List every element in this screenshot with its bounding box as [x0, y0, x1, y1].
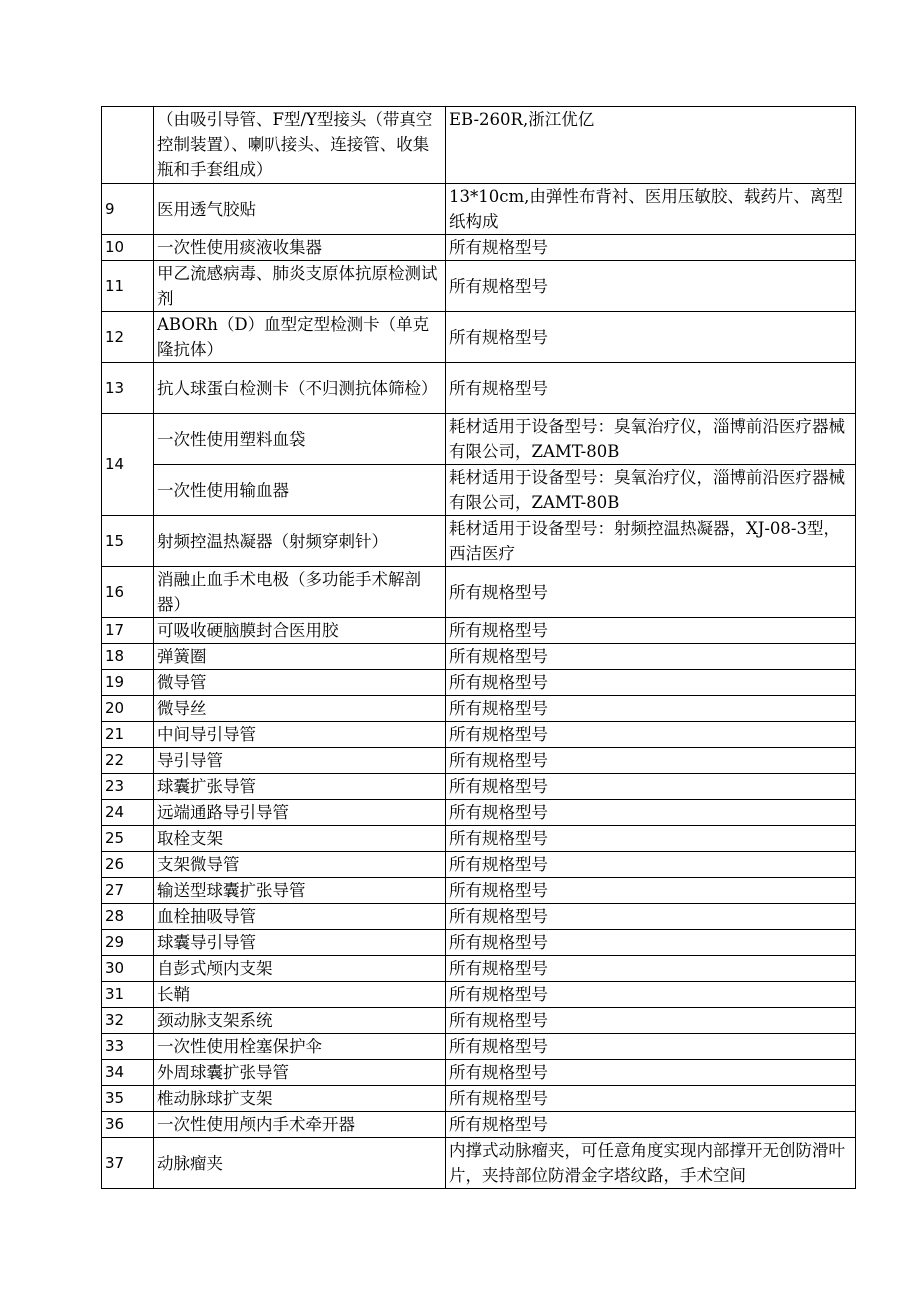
- product-name-cell: 一次性使用塑料血袋: [154, 414, 446, 465]
- table-row: [102, 516, 856, 567]
- specification-cell: 所有规格型号: [446, 878, 856, 904]
- table-row: [102, 618, 856, 644]
- table-row: [102, 774, 856, 800]
- product-name-cell: 取栓支架: [154, 826, 446, 852]
- specification-cell: 所有规格型号: [446, 1086, 856, 1112]
- specification-cell: 所有规格型号: [446, 748, 856, 774]
- specification-cell: 所有规格型号: [446, 670, 856, 696]
- specification-cell: 所有规格型号: [446, 696, 856, 722]
- row-number-cell: 25: [102, 826, 154, 852]
- table-row: [102, 363, 856, 414]
- row-number-cell: 17: [102, 618, 154, 644]
- specification-cell: 内撑式动脉瘤夹，可任意角度实现内部撑开无创防滑叶片，夹持部位防滑金字塔纹路，手术空间: [446, 1138, 856, 1189]
- product-name-cell: 导引导管: [154, 748, 446, 774]
- row-number-cell: 28: [102, 904, 154, 930]
- specification-cell: 耗材适用于设备型号：臭氧治疗仪，淄博前沿医疗器械有限公司，ZAMT-80B: [446, 414, 856, 465]
- specification-cell: 所有规格型号: [446, 826, 856, 852]
- table-row: [102, 1034, 856, 1060]
- table-row: [102, 1008, 856, 1034]
- row-number-cell: 36: [102, 1112, 154, 1138]
- table-row: [102, 982, 856, 1008]
- row-number-cell: 14: [102, 414, 154, 516]
- product-name-cell: （由吸引导管、F型/Y型接头（带真空控制装置）、喇叭接头、连接管、收集瓶和手套组成）: [154, 107, 446, 184]
- specification-cell: 所有规格型号: [446, 852, 856, 878]
- product-name-cell: 球囊导引导管: [154, 930, 446, 956]
- row-number-cell: 32: [102, 1008, 154, 1034]
- product-name-cell: 微导管: [154, 670, 446, 696]
- row-number-cell: 22: [102, 748, 154, 774]
- specification-cell: 耗材适用于设备型号：臭氧治疗仪，淄博前沿医疗器械有限公司，ZAMT-80B: [446, 465, 856, 516]
- product-name-cell: 甲乙流感病毒、肺炎支原体抗原检测试剂: [154, 261, 446, 312]
- specification-cell: 所有规格型号: [446, 930, 856, 956]
- row-number-cell: 11: [102, 261, 154, 312]
- table-row: [102, 414, 856, 465]
- product-name-cell: ABORh（D）血型定型检测卡（单克隆抗体）: [154, 312, 446, 363]
- product-name-cell: 自彭式颅内支架: [154, 956, 446, 982]
- product-name-cell: 射频控温热凝器（射频穿刺针）: [154, 516, 446, 567]
- specification-cell: 所有规格型号: [446, 722, 856, 748]
- row-number-cell: 16: [102, 567, 154, 618]
- table-row: [102, 184, 856, 235]
- product-name-cell: 医用透气胶贴: [154, 184, 446, 235]
- row-number-cell: 10: [102, 235, 154, 261]
- product-name-cell: 血栓抽吸导管: [154, 904, 446, 930]
- row-number-cell: 19: [102, 670, 154, 696]
- specification-cell: 13*10cm,由弹性布背衬、医用压敏胶、载药片、离型纸构成: [446, 184, 856, 235]
- product-name-cell: 消融止血手术电极（多功能手术解剖器）: [154, 567, 446, 618]
- row-number-cell: 24: [102, 800, 154, 826]
- table-row: [102, 826, 856, 852]
- product-name-cell: 微导丝: [154, 696, 446, 722]
- table-row: [102, 956, 856, 982]
- specification-cell: 所有规格型号: [446, 363, 856, 414]
- table-row: [102, 722, 856, 748]
- product-name-cell: 中间导引导管: [154, 722, 446, 748]
- specification-cell: 所有规格型号: [446, 1112, 856, 1138]
- specification-cell: 所有规格型号: [446, 567, 856, 618]
- product-name-cell: 椎动脉球扩支架: [154, 1086, 446, 1112]
- table-row: [102, 800, 856, 826]
- row-number-cell: 35: [102, 1086, 154, 1112]
- specification-cell: 所有规格型号: [446, 800, 856, 826]
- specification-cell: 所有规格型号: [446, 982, 856, 1008]
- product-name-cell: 一次性使用栓塞保护伞: [154, 1034, 446, 1060]
- row-number-cell: 21: [102, 722, 154, 748]
- row-number-cell: 34: [102, 1060, 154, 1086]
- specification-cell: 所有规格型号: [446, 312, 856, 363]
- product-name-cell: 颈动脉支架系统: [154, 1008, 446, 1034]
- product-name-cell: 可吸收硬脑膜封合医用胶: [154, 618, 446, 644]
- table-row: [102, 107, 856, 184]
- product-name-cell: 球囊扩张导管: [154, 774, 446, 800]
- row-number-cell: 27: [102, 878, 154, 904]
- product-name-cell: 抗人球蛋白检测卡（不归测抗体筛检）: [154, 363, 446, 414]
- specification-cell: 所有规格型号: [446, 1008, 856, 1034]
- product-name-cell: 长鞘: [154, 982, 446, 1008]
- row-number-cell: 37: [102, 1138, 154, 1189]
- specification-cell: 耗材适用于设备型号：射频控温热凝器，XJ-08-3型，西洁医疗: [446, 516, 856, 567]
- row-number-cell: 15: [102, 516, 154, 567]
- table-row: [102, 1086, 856, 1112]
- product-name-cell: 输送型球囊扩张导管: [154, 878, 446, 904]
- product-name-cell: 支架微导管: [154, 852, 446, 878]
- row-number-cell: 29: [102, 930, 154, 956]
- row-number-cell: 23: [102, 774, 154, 800]
- specification-cell: 所有规格型号: [446, 261, 856, 312]
- table-row: [102, 567, 856, 618]
- product-name-cell: 远端通路导引导管: [154, 800, 446, 826]
- product-name-cell: 动脉瘤夹: [154, 1138, 446, 1189]
- product-name-cell: 外周球囊扩张导管: [154, 1060, 446, 1086]
- product-name-cell: 一次性使用输血器: [154, 465, 446, 516]
- specification-cell: 所有规格型号: [446, 235, 856, 261]
- table-row: [102, 696, 856, 722]
- row-number-cell: [102, 107, 154, 184]
- table-row: [102, 878, 856, 904]
- table-row: [102, 235, 856, 261]
- table-row: [102, 852, 856, 878]
- row-number-cell: 13: [102, 363, 154, 414]
- table-row: [102, 1060, 856, 1086]
- specification-cell: EB-260R,浙江优亿: [446, 107, 856, 184]
- specification-cell: 所有规格型号: [446, 618, 856, 644]
- table-row: [102, 748, 856, 774]
- specification-cell: 所有规格型号: [446, 1060, 856, 1086]
- table-row: [102, 904, 856, 930]
- specification-cell: 所有规格型号: [446, 1034, 856, 1060]
- product-spec-table: [101, 106, 856, 1189]
- product-name-cell: 一次性使用痰液收集器: [154, 235, 446, 261]
- specification-cell: 所有规格型号: [446, 644, 856, 670]
- table-row: [102, 930, 856, 956]
- specification-cell: 所有规格型号: [446, 956, 856, 982]
- product-name-cell: 一次性使用颅内手术牵开器: [154, 1112, 446, 1138]
- table-row: [102, 465, 856, 516]
- row-number-cell: 26: [102, 852, 154, 878]
- table-row: [102, 644, 856, 670]
- specification-cell: 所有规格型号: [446, 774, 856, 800]
- row-number-cell: 20: [102, 696, 154, 722]
- row-number-cell: 9: [102, 184, 154, 235]
- row-number-cell: 12: [102, 312, 154, 363]
- table-body: [102, 107, 856, 1189]
- table-row: [102, 261, 856, 312]
- row-number-cell: 33: [102, 1034, 154, 1060]
- specification-cell: 所有规格型号: [446, 904, 856, 930]
- table-row: [102, 1112, 856, 1138]
- product-name-cell: 弹簧圈: [154, 644, 446, 670]
- table-row: [102, 312, 856, 363]
- table-row: [102, 670, 856, 696]
- row-number-cell: 31: [102, 982, 154, 1008]
- row-number-cell: 30: [102, 956, 154, 982]
- row-number-cell: 18: [102, 644, 154, 670]
- table-row: [102, 1138, 856, 1189]
